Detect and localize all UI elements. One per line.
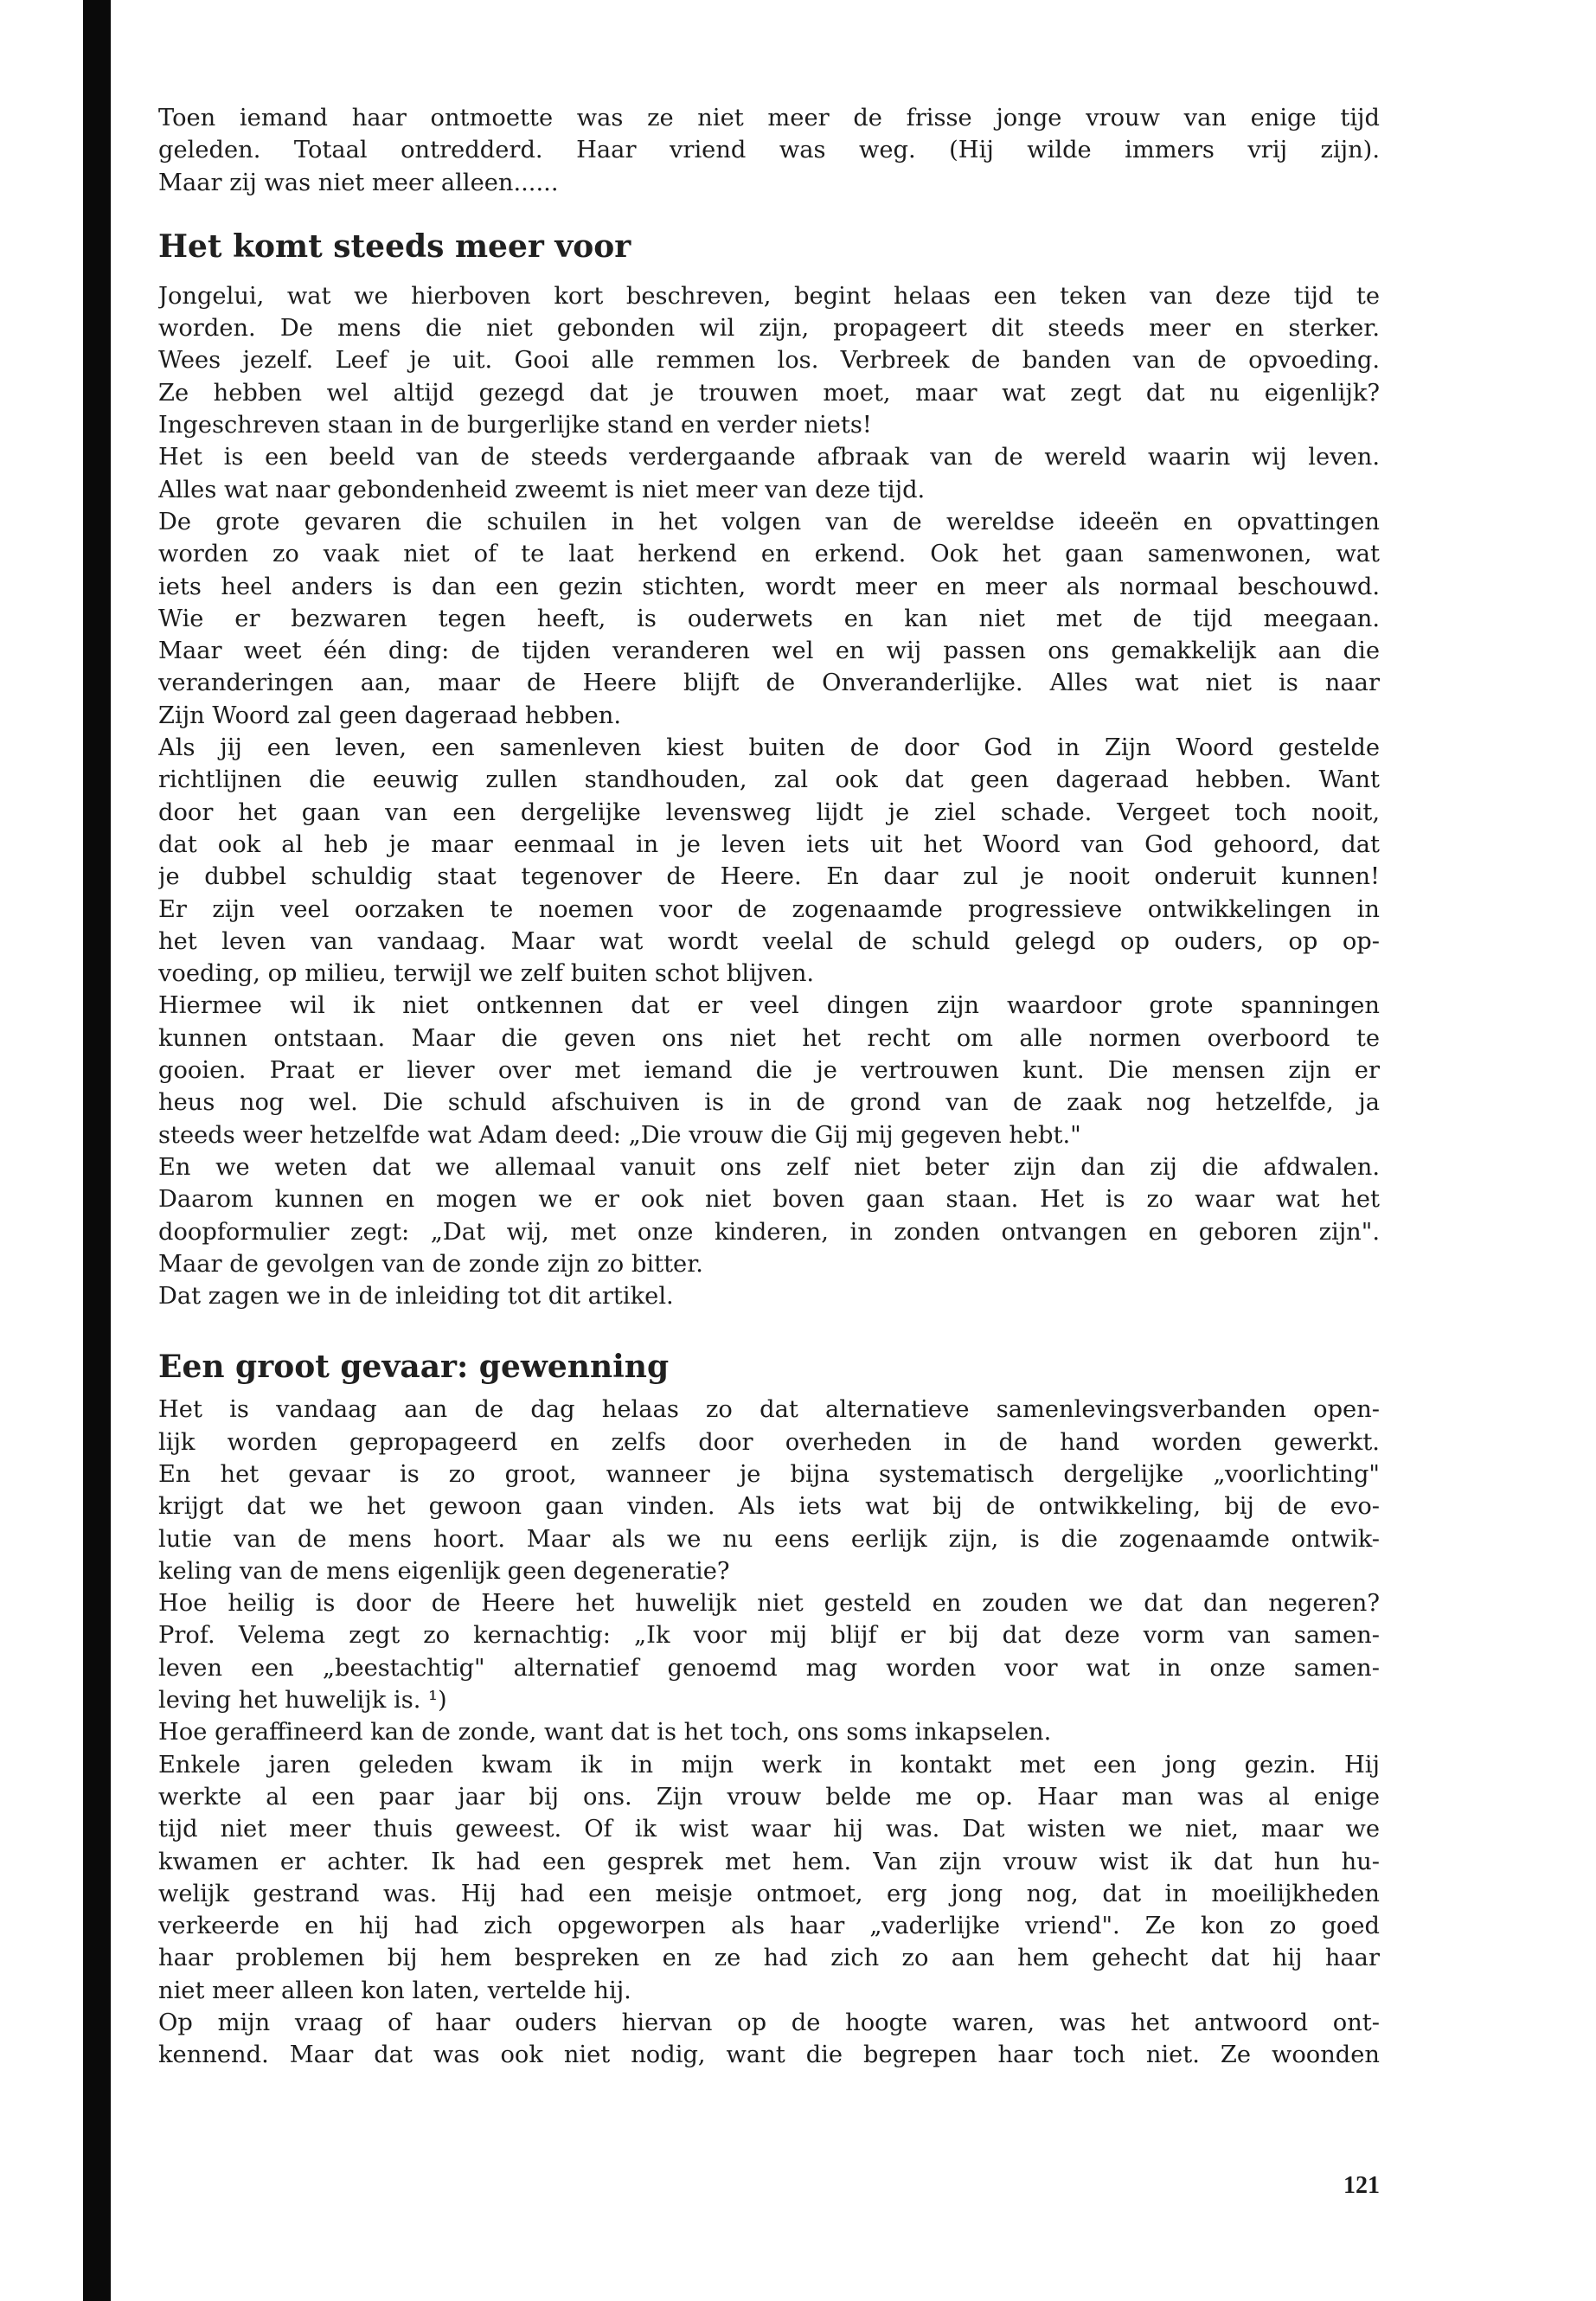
text-line: Jongelui, wat we hierboven kort beschreven, begint helaas een teken van deze tijd te xyxy=(158,282,1380,310)
text-line: lutie van de mens hoort. Maar als we nu eens eerlijk zijn, is die zogenaamde ontwik- xyxy=(158,1525,1380,1553)
text-line: En we weten dat we allemaal vanuit ons zelf niet beter zijn dan zij die afdwalen. xyxy=(158,1153,1380,1181)
text-line: En het gevaar is zo groot, wanneer je bijna systematisch dergelijke „voorlichting" xyxy=(158,1460,1380,1488)
text-line: je dubbel schuldig staat tegenover de Heere. En daar zul je nooit onderuit kunnen! xyxy=(158,863,1380,891)
intro-paragraph xyxy=(158,102,1380,199)
text-line: worden zo vaak niet of te laat herkend en erkend. Ook het gaan samenwonen, wat xyxy=(158,541,1380,568)
text-line: worden. De mens die niet gebonden wil zijn, propageert dit steeds meer en sterker. xyxy=(158,315,1380,343)
text-line: doopformulier zegt: „Dat wij, met onze kinderen, in zonden ontvangen en geboren zijn". xyxy=(158,1218,1380,1246)
text-line: Daarom kunnen en mogen we er ook niet boven gaan staan. Het is zo waar wat het xyxy=(158,1186,1380,1214)
text-line: Ze hebben wel altijd gezegd dat je trouwen moet, maar wat zegt dat nu eigenlijk? xyxy=(158,379,1380,407)
text-line: kennend. Maar dat was ook niet nodig, want die begrepen haar toch niet. Ze woonden xyxy=(158,2041,1380,2069)
text-line: veranderingen aan, maar de Heere blijft de Onveranderlijke. Alles wat niet is naar xyxy=(158,670,1380,697)
text-line: Hoe heilig is door de Heere het huwelijk niet gesteld en zouden we dat dan negeren? xyxy=(158,1590,1380,1618)
text-line: dat ook al heb je maar eenmaal in je leven iets uit het Woord van God gehoord, dat xyxy=(158,830,1380,858)
text-line: haar problemen bij hem bespreken en ze had zich zo aan hem gehecht dat hij haar xyxy=(158,1945,1380,1972)
text-line: Dat zagen we in de inleiding tot dit artikel. xyxy=(158,1283,674,1311)
text-line: verkeerde en hij had zich opgeworpen als haar „vaderlijke vriend". Ze kon zo goed xyxy=(158,1913,1380,1940)
text-line: Prof. Velema zegt zo kernachtig: „Ik voor mij blijf er bij dat deze vorm van samen- xyxy=(158,1622,1380,1650)
text-line: Het is vandaag aan de dag helaas zo dat alternatieve samenlevingsverbanden open- xyxy=(158,1396,1380,1424)
text-line: Wees jezelf. Leef je uit. Gooi alle remmen los. Verbreek de banden van de opvoeding. xyxy=(158,347,1380,375)
text-line: richtlijnen die eeuwig zullen standhouden, zal ook dat geen dageraad hebben. Want xyxy=(158,766,1380,794)
text-line: Het is een beeld van de steeds verdergaande afbraak van de wereld waarin wij leven. xyxy=(158,444,1380,471)
text-line: werkte al een paar jaar bij ons. Zijn vrouw belde me op. Haar man was al enige xyxy=(158,1783,1380,1811)
text-line: leven een „beestachtig" alternatief genoemd mag worden voor wat in onze samen- xyxy=(158,1654,1380,1682)
text-line: kwamen er achter. Ik had een gesprek met hem. Van zijn vrouw wist ik dat hun hu- xyxy=(158,1848,1380,1875)
text-line: Zijn Woord zal geen dageraad hebben. xyxy=(158,702,622,729)
text-line: geleden. Totaal ontredderd. Haar vriend was weg. (Hij wilde immers vrij zijn). xyxy=(158,137,1380,164)
text-line: Toen iemand haar ontmoette was ze niet meer de frisse jonge vrouw van enige tijd xyxy=(158,105,1380,131)
text-line: Maar de gevolgen van de zonde zijn zo bitter. xyxy=(158,1250,703,1278)
text-line: niet meer alleen kon laten, vertelde hij. xyxy=(158,1977,631,2004)
text-line: heus nog wel. Die schuld afschuiven is in de grond van de zaak nog hetzelfde, ja xyxy=(158,1089,1380,1117)
text-line: leving het huwelijk is. ¹) xyxy=(158,1687,447,1715)
text-line: Maar weet één ding: de tijden veranderen wel en wij passen ons gemakkelijk aan die xyxy=(158,638,1380,665)
section2-body xyxy=(158,1394,1380,2071)
text-line: voeding, op milieu, terwijl we zelf buiten schot blijven. xyxy=(158,960,815,988)
text-line: Ingeschreven staan in de burgerlijke stand en verder niets! xyxy=(158,412,872,439)
text-line: tijd niet meer thuis geweest. Of ik wist waar hij was. Dat wisten we niet, maar we xyxy=(158,1816,1380,1843)
text-line: Hoe geraffineerd kan de zonde, want dat is het toch, ons soms inkapselen. xyxy=(158,1719,1052,1747)
text-line: Hiermee wil ik niet ontkennen dat er veel dingen zijn waardoor grote spanningen xyxy=(158,992,1380,1020)
text-line: keling van de mens eigenlijk geen degeneratie? xyxy=(158,1557,730,1585)
text-line: De grote gevaren die schuilen in het volgen van de wereldse ideeën en opvattingen xyxy=(158,508,1380,535)
text-line: krijgt dat we het gewoon gaan vinden. Als iets wat bij de ontwikkeling, bij de evo- xyxy=(158,1493,1380,1521)
text-line: Er zijn veel oorzaken te noemen voor de zogenaamde progressieve ontwikkelingen in xyxy=(158,895,1380,923)
scan-edge-bar xyxy=(83,0,111,2301)
text-line: Wie er bezwaren tegen heeft, is ouderwets en kan niet met de tijd meegaan. xyxy=(158,605,1380,632)
text-line: door het gaan van een dergelijke levensweg lijdt je ziel schade. Vergeet toch nooit, xyxy=(158,798,1380,826)
text-line: gooien. Praat er liever over met iemand die je vertrouwen kunt. Die mensen zijn er xyxy=(158,1057,1380,1085)
text-line: lijk worden gepropageerd en zelfs door overheden in de hand worden gewerkt. xyxy=(158,1428,1380,1456)
section-heading-een-groot-gevaar: Een groot gevaar: gewenning xyxy=(158,1349,670,1386)
page-number: 121 xyxy=(1343,2172,1380,2199)
section-heading-het-komt-steeds-meer-voor: Het komt steeds meer voor xyxy=(158,228,631,265)
text-line: Enkele jaren geleden kwam ik in mijn werk in kontakt met een jong gezin. Hij xyxy=(158,1751,1380,1779)
text-line: kunnen ontstaan. Maar die geven ons niet het recht om alle normen overboord te xyxy=(158,1024,1380,1052)
text-line: steeds weer hetzelfde wat Adam deed: „Die vrouw die Gij mij gegeven hebt." xyxy=(158,1121,1081,1149)
text-line: Als jij een leven, een samenleven kiest buiten de door God in Zijn Woord gestelde xyxy=(158,734,1380,762)
text-line: Alles wat naar gebondenheid zweemt is niet meer van deze tijd. xyxy=(158,476,926,503)
text-line: Op mijn vraag of haar ouders hiervan op de hoogte waren, was het antwoord ont- xyxy=(158,2009,1380,2037)
page-body xyxy=(158,102,1380,2072)
section1-body xyxy=(158,280,1380,1313)
text-line: Maar zij was niet meer alleen...... xyxy=(158,169,559,196)
text-line: iets heel anders is dan een gezin stichten, wordt meer en meer als normaal beschouwd. xyxy=(158,573,1380,600)
text-line: welijk gestrand was. Hij had een meisje ontmoet, erg jong nog, dat in moeilijkheden xyxy=(158,1880,1380,1907)
text-line: het leven van vandaag. Maar wat wordt veelal de schuld gelegd op ouders, op op- xyxy=(158,927,1380,955)
